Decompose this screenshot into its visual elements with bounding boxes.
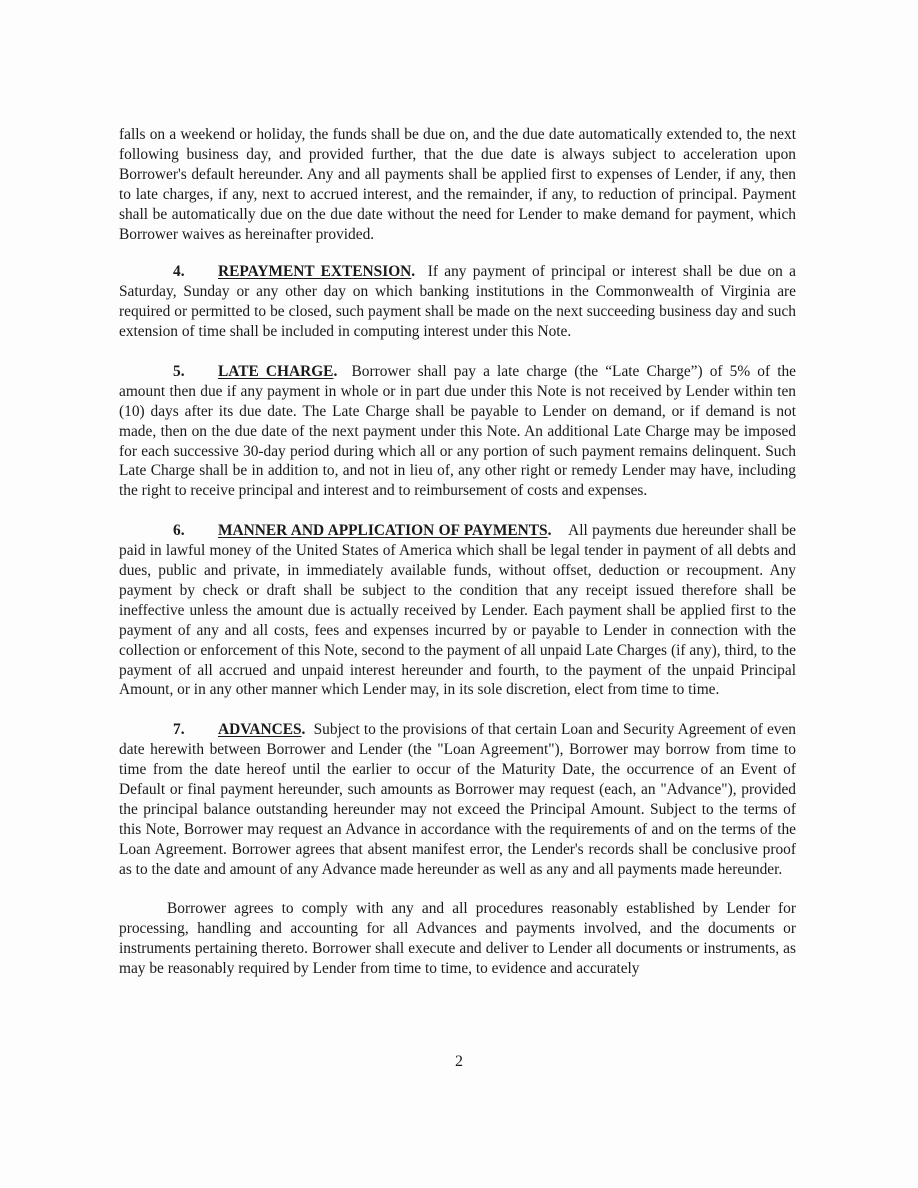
section-7-number: 7.: [173, 721, 185, 739]
section-4-paragraph: 4. REPAYMENT EXTENSION. If any payment of principal or interest shall be due on a Saturday, Sunday or any other day on which banking institutions in the Commonwealth of Virginia are required or permitted to be closed, such payment shall be made on the next succeeding business day and such extension of time shall be included in computing interest under this Note.: [119, 263, 796, 341]
section-5-paragraph: 5. LATE CHARGE. Borrower shall pay a late charge (the “Late Charge”) of 5% of the amount then due if any payment in whole or in part due under this Note is not received by Lender within ten (10) days after its due date. The Late Charge shall be payable to Lender on demand, or if demand is not made, then on the due date of the next payment under this Note. An additional Late Charge may be imposed for each successive 30-day period during which all or any portion of such payment remains delinquent. Such Late Charge shall be in addition to, and not in lieu of, any other right or remedy Lender may have, including the right to receive principal and interest and to reimbursement of costs and expenses.: [119, 362, 796, 500]
section-6-paragraph: 6. MANNER AND APPLICATION OF PAYMENTS. All payments due hereunder shall be paid in lawful money of the United States of America which shall be legal tender in payment of all debts and dues, public and private, in immediately available funds, without offset, deduction or recoupment. Any payment by check or draft shall be subject to the condition that any receipt issued therefore shall be ineffective unless the amount due is actually received by Lender. Each payment shall be applied first to the payment of any and all costs, fees and expenses incurred by or payable to Lender in connection with the collection or enforcement of this Note, second to the payment of all unpaid Late Charges (if any), third, to the payment of all accrued and unpaid interest hereunder and fourth, to the payment of the unpaid Principal Amount, or in any other manner which Lender may, in its sole discretion, elect from time to time.: [119, 522, 796, 699]
section-7-text: Subject to the provisions of that certain Loan and Security Agreement of even date herewith between Borrower and Lender (the "Loan Agreement"), Borrower may borrow from time to time from the date hereof until the earlier to occur of the Maturity Date, the occurrence of an Event of Default or final payment hereunder, such amounts as Borrower may request (each, an "Advance"), provided the principal balance outstanding hereunder may not exceed the Principal Amount. Subject to the terms of this Note, Borrower may request an Advance in accordance with the requirements of and on the terms of the Loan Agreement. Borrower agrees that absent manifest error, the Lender's records shall be conclusive proof as to the date and amount of any Advance made hereunder as well as any and all payments made hereunder.: [119, 721, 796, 878]
section-5-number: 5.: [173, 362, 185, 380]
page-number: 2: [455, 1053, 463, 1070]
section-6-number: 6.: [173, 522, 185, 540]
section-5-text: Borrower shall pay a late charge (the “Late Charge”) of 5% of the amount then due if any payment in whole or in part due under this Note is not received by Lender within ten (10) days after its due date. The Late Charge shall be payable to Lender on demand, or if demand is not made, then on the due date of the next payment under this Note. An additional Late Charge may be imposed for each successive 30-day period during which all or any portion of such payment remains delinquent. Such Late Charge shall be in addition to, and not in lieu of, any other right or remedy Lender may have, including the right to receive principal and interest and to reimbursement of costs and expenses.: [119, 362, 796, 500]
section-4-number: 4.: [173, 263, 185, 281]
section-5-heading: LATE CHARGE: [218, 362, 334, 380]
document-body: [119, 125, 796, 999]
section-7-paragraph: 7. ADVANCES. Subject to the provisions of that certain Loan and Security Agreement of even date herewith between Borrower and Lender (the "Loan Agreement"), Borrower may borrow from time to time from the date hereof until the earlier to occur of the Maturity Date, the occurrence of an Event of Default or final payment hereunder, such amounts as Borrower may request (each, an "Advance"), provided the principal balance outstanding hereunder may not exceed the Principal Amount. Subject to the terms of this Note, Borrower may request an Advance in accordance with the requirements of and on the terms of the Loan Agreement. Borrower agrees that absent manifest error, the Lender's records shall be conclusive proof as to the date and amount of any Advance made hereunder as well as any and all payments made hereunder.: [119, 721, 796, 878]
section-6-heading: MANNER AND APPLICATION OF PAYMENTS: [218, 522, 548, 540]
section-6-text: All payments due hereunder shall be paid in lawful money of the United States of America which shall be legal tender in payment of all debts and dues, public and private, in immediately available funds, without offset, deduction or recoupment. Any payment by check or draft shall be subject to the condition that any receipt issued therefore shall be ineffective unless the amount due is actually received by Lender. Each payment shall be applied first to the payment of any and all costs, fees and expenses incurred by or payable to Lender in connection with the collection or enforcement of this Note, second to the payment of all unpaid Late Charges (if any), third, to the payment of all accrued and unpaid interest hereunder and fourth, to the payment of the unpaid Principal Amount, or in any other manner which Lender may, in its sole discretion, elect from time to time.: [119, 522, 796, 699]
closing-paragraph: Borrower agrees to comply with any and all procedures reasonably established by Lender for processing, handling and accounting for all Advances and payments involved, and the documents or instruments pertaining thereto. Borrower shall execute and deliver to Lender all documents or instruments, as may be reasonably required by Lender from time to time, to evidence and accurately: [119, 900, 796, 978]
section-4-text: If any payment of principal or interest shall be due on a Saturday, Sunday or any other day on which banking institutions in the Commonwealth of Virginia are required or permitted to be closed, such payment shall be made on the next succeeding business day and such extension of time shall be included in computing interest under this Note.: [119, 263, 796, 341]
section-4-heading: REPAYMENT EXTENSION: [218, 263, 412, 281]
section-7-heading: ADVANCES: [218, 721, 302, 739]
continuation-paragraph: falls on a weekend or holiday, the funds shall be due on, and the due date automatically extended to, the next following business day, and provided further, that the due date is always subject to acceleration upon Borrower's default hereunder. Any and all payments shall be applied first to expenses of Lender, if any, then to late charges, if any, next to accrued interest, and the remainder, if any, to reduction of principal. Payment shall be automatically due on the due date without the need for Lender to make demand for payment, which Borrower waives as hereinafter provided.: [119, 126, 796, 243]
